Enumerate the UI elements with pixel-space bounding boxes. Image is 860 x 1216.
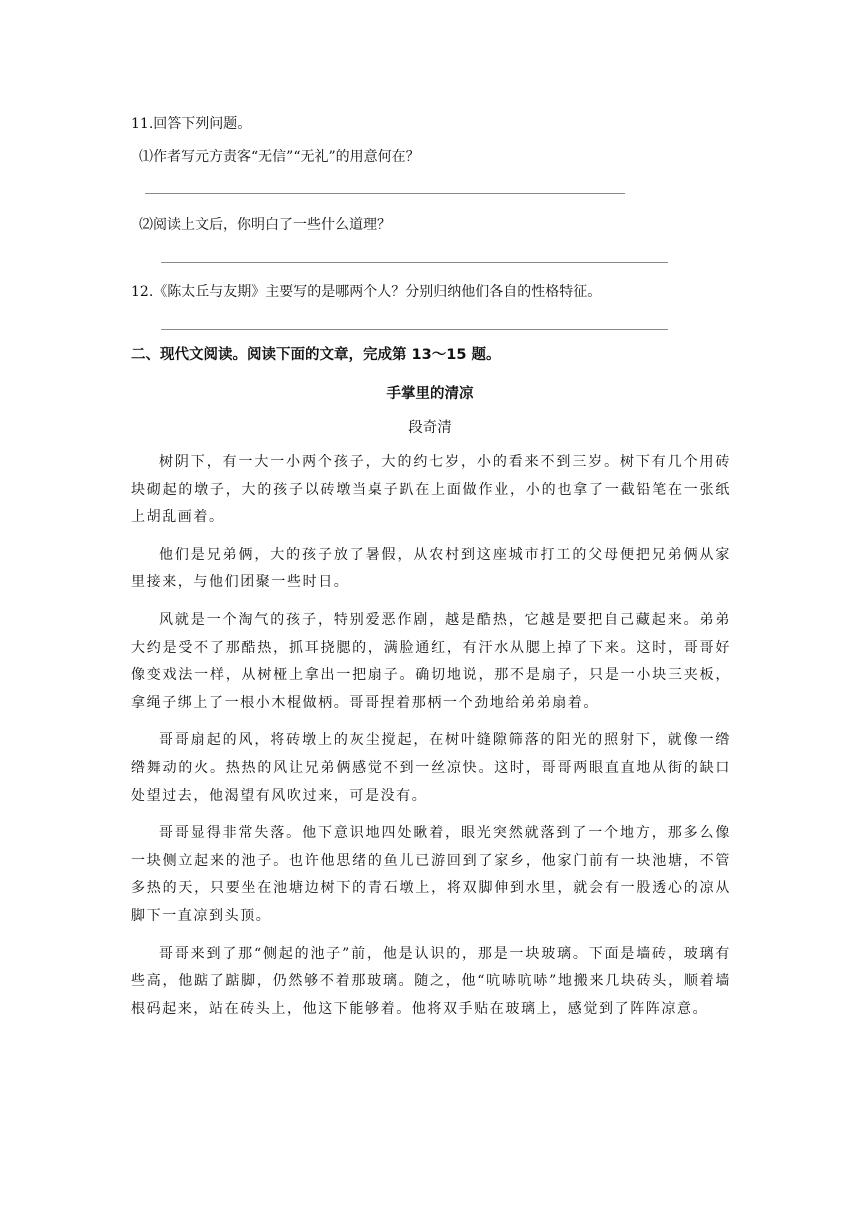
- section-heading: 二、现代文阅读。阅读下面的文章，完成第 13～15 题。: [131, 347, 501, 363]
- paragraph: 哥哥来到了那“侧起的池子”前，他是认识的，那是一块玻璃。下面是墙砖，玻璃有些高，他踮了踮脚，仍然够不着那玻璃。随之，他“吭哧吭哧”地搬来几块砖头，顺着墙根码起来，站在砖头上，他这下能够着。他将双手贴在玻璃上，感觉到了阵阵凉意。: [131, 945, 731, 1017]
- answer-line-11-1: [145, 193, 625, 194]
- paragraph: 他们是兄弟俩，大的孩子放了暑假，从农村到这座城市打工的父母便把兄弟俩从家里接来，与他们团聚一些时日。: [131, 546, 731, 591]
- question-12-stem: 12.《陈太丘与友期》主要写的是哪两个人？分别归纳他们各自的性格特征。: [131, 284, 602, 300]
- question-11-stem: 11.回答下列问题。: [131, 116, 252, 132]
- paragraph: 风就是一个淘气的孩子，特别爱恶作剧，越是酷热，它越是要把自己藏起来。弟弟大约是受不了那酷热，抓耳挠腮的，满脸通红，有汗水从腮上掉了下来。这时，哥哥好像变戏法一样，从树桠上拿出一把扇子。确切地说，那不是扇子，只是一小块三夹板，拿绳子绑上了一根小木棍做柄。哥哥捏着那柄一个劲地给弟弟扇着。: [131, 611, 731, 711]
- article-author: 段奇清: [408, 420, 452, 436]
- paragraph: 哥哥扇起的风，将砖墩上的灰尘搅起，在树叶缝隙筛落的阳光的照射下，就像一绺绺舞动的火。热热的风让兄弟俩感觉不到一丝凉快。这时，哥哥两眼直直地从街的缺口处望过去，他渴望有风吹过来，可是没有。: [131, 732, 731, 804]
- paragraph: 树阴下，有一大一小两个孩子，大的约七岁，小的看来不到三岁。树下有几个用砖块砌起的墩子，大的孩子以砖墩当桌子趴在上面做作业，小的也拿了一截铅笔在一张纸上胡乱画着。: [131, 454, 731, 526]
- answer-line-11-2: [161, 262, 668, 263]
- article-body: [131, 449, 731, 1033]
- article-title: 手掌里的清凉: [386, 386, 474, 402]
- paragraph: 哥哥显得非常失落。他下意识地四处瞅着，眼光突然就落到了一个地方，那多么像一块侧立起来的池子。也许他思绪的鱼儿已游回到了家乡，他家门前有一块池塘，不管多热的天，只要坐在池塘边树下的青石墩上，将双脚伸到水里，就会有一股透心的凉从脚下一直凉到头顶。: [131, 825, 731, 924]
- answer-line-12: [161, 329, 668, 330]
- question-11-sub2: ⑵阅读上文后，你明白了一些什么道理？: [139, 217, 391, 233]
- question-11-sub1: ⑴作者写元方责客“无信”“无礼”的用意何在？: [139, 149, 420, 165]
